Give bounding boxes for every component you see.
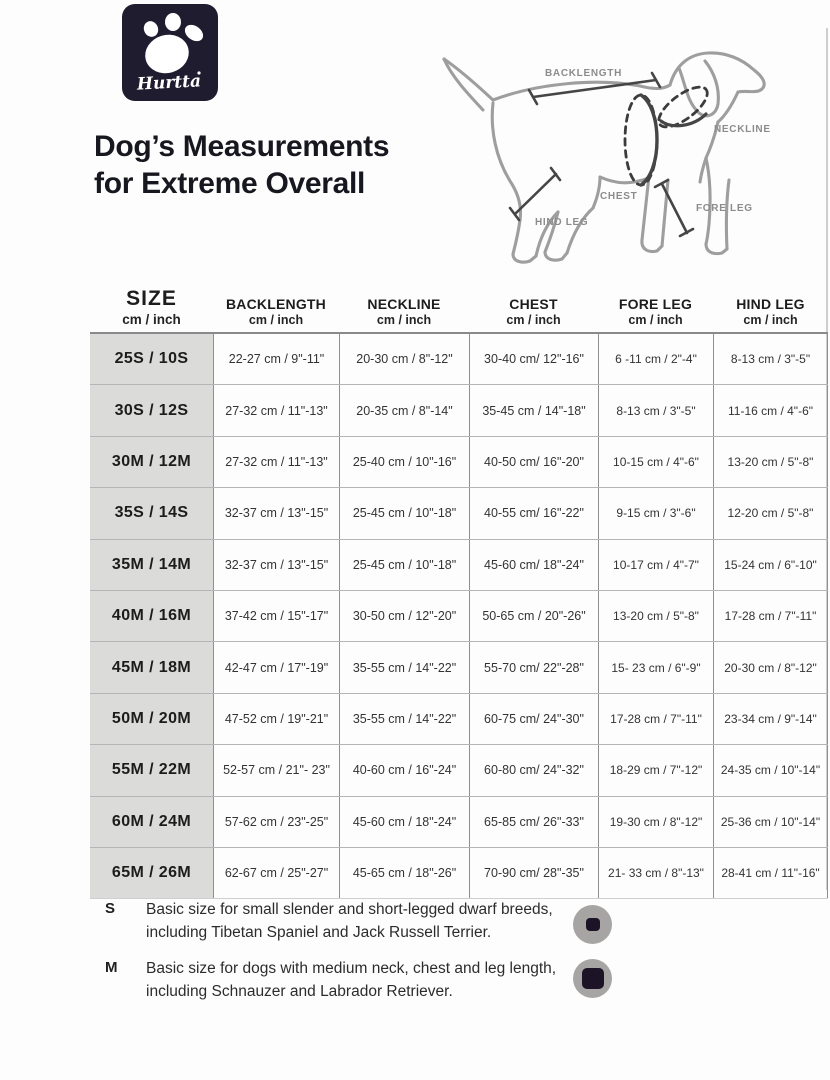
paw-logo-icon: [122, 4, 218, 101]
size-cell: 30M / 12M: [90, 437, 213, 487]
column-header-chest: CHEST cm / inch: [506, 296, 561, 327]
table-row: [90, 847, 828, 898]
hindleg-cell: 23-34 cm / 9"-14": [713, 694, 828, 744]
column-header-neckline: NECKLINE cm / inch: [367, 296, 441, 327]
table-row: [90, 693, 828, 744]
size-legend: [105, 898, 625, 1016]
foreleg-cell: 10-15 cm / 4"-6": [598, 437, 713, 487]
size-s-indicator-icon: [573, 905, 612, 944]
table-body: [90, 332, 828, 899]
neckline-cell: 20-30 cm / 8"-12": [339, 334, 469, 384]
size-m-indicator-icon: [573, 959, 612, 998]
backlength-cell: 32-37 cm / 13"-15": [213, 488, 339, 538]
backlength-cell: 47-52 cm / 19"-21": [213, 694, 339, 744]
foreleg-cell: 9-15 cm / 3"-6": [598, 488, 713, 538]
diagram-label-hindleg: HIND LEG: [535, 217, 589, 228]
title-line-2: for Extreme Overall: [94, 167, 366, 200]
chest-cell: 40-50 cm/ 16"-20": [469, 437, 598, 487]
note-size-s: [105, 898, 625, 944]
hindleg-cell: 8-13 cm / 3"-5": [713, 334, 828, 384]
diagram-label-foreleg: FORE LEG: [696, 203, 753, 214]
note-size-m: [105, 957, 625, 1003]
table-row: [90, 487, 828, 538]
neckline-cell: 40-60 cm / 16"-24": [339, 745, 469, 795]
backlength-cell: 27-32 cm / 11"-13": [213, 385, 339, 435]
title-line-1: Dog’s Measurements: [94, 130, 390, 163]
hindleg-cell: 13-20 cm / 5"-8": [713, 437, 828, 487]
table-row: [90, 590, 828, 641]
table-row: [90, 539, 828, 590]
foreleg-cell: 8-13 cm / 3"-5": [598, 385, 713, 435]
backlength-cell: 32-37 cm / 13"-15": [213, 540, 339, 590]
backlength-cell: 37-42 cm / 15"-17": [213, 591, 339, 641]
foreleg-arrow: [655, 180, 693, 236]
hindleg-cell: 11-16 cm / 4"-6": [713, 385, 828, 435]
foreleg-cell: 15- 23 cm / 6"-9": [598, 642, 713, 692]
note-text-m: Basic size for dogs with medium neck, chest and leg length, including Schnauzer and Labrador Retriever.: [146, 960, 557, 1000]
chest-girth-line: [625, 95, 657, 185]
table-row: [90, 436, 828, 487]
table-row: [90, 744, 828, 795]
chest-cell: 50-65 cm / 20"-26": [469, 591, 598, 641]
backlength-cell: 22-27 cm / 9"-11": [213, 334, 339, 384]
hindleg-cell: 25-36 cm / 10"-14": [713, 797, 828, 847]
table-row: [90, 384, 828, 435]
neckline-cell: 45-60 cm / 18"-24": [339, 797, 469, 847]
diagram-label-neckline: NECKLINE: [714, 124, 771, 135]
backlength-cell: 27-32 cm / 11"-13": [213, 437, 339, 487]
neckline-cell: 25-40 cm / 10"-16": [339, 437, 469, 487]
neckline-cell: 20-35 cm / 8"-14": [339, 385, 469, 435]
note-key-m: M: [105, 959, 118, 976]
size-cell: 60M / 24M: [90, 797, 213, 847]
size-cell: 30S / 12S: [90, 385, 213, 435]
foreleg-cell: 18-29 cm / 7"-12": [598, 745, 713, 795]
logo-wordmark: Hurtta: [136, 71, 202, 95]
chest-cell: 60-80 cm/ 24"-32": [469, 745, 598, 795]
table-row: [90, 641, 828, 692]
column-header-foreleg: FORE LEG cm / inch: [618, 296, 693, 327]
diagram-label-chest: CHEST: [600, 191, 638, 202]
hindleg-cell: 24-35 cm / 10"-14": [713, 745, 828, 795]
foreleg-cell: 21- 33 cm / 8"-13": [598, 848, 713, 898]
table-header-row: [90, 285, 828, 332]
neckline-cell: 35-55 cm / 14"-22": [339, 694, 469, 744]
foreleg-cell: 6 -11 cm / 2"-4": [598, 334, 713, 384]
hindleg-cell: 17-28 cm / 7"-11": [713, 591, 828, 641]
backlength-cell: 52-57 cm / 21"- 23": [213, 745, 339, 795]
page-title: [94, 128, 389, 202]
neckline-cell: 35-55 cm / 14"-22": [339, 642, 469, 692]
backlength-cell: 57-62 cm / 23"-25": [213, 797, 339, 847]
neckline-cell: 25-45 cm / 10"-18": [339, 540, 469, 590]
table-row: [90, 796, 828, 847]
size-cell: 55M / 22M: [90, 745, 213, 795]
chest-cell: 65-85 cm/ 26"-33": [469, 797, 598, 847]
hurtta-logo: [122, 4, 218, 101]
note-text-s: Basic size for small slender and short-legged dwarf breeds, including Tibetan Spaniel and Jack Russell Terrier.: [146, 901, 553, 941]
table-row: [90, 334, 828, 384]
size-cell: 35M / 14M: [90, 540, 213, 590]
diagram-label-backlength: BACKLENGTH: [545, 68, 622, 79]
chest-cell: 45-60 cm/ 18"-24": [469, 540, 598, 590]
chest-cell: 30-40 cm/ 12"-16": [469, 334, 598, 384]
hindleg-cell: 20-30 cm / 8"-12": [713, 642, 828, 692]
chest-cell: 40-55 cm/ 16"-22": [469, 488, 598, 538]
column-header-backlength: BACKLENGTH cm / inch: [226, 296, 326, 327]
size-cell: 25S / 10S: [90, 334, 213, 384]
neckline-cell: 30-50 cm / 12"-20": [339, 591, 469, 641]
hindleg-cell: 12-20 cm / 5"-8": [713, 488, 828, 538]
foreleg-cell: 10-17 cm / 4"-7": [598, 540, 713, 590]
hindleg-cell: 28-41 cm / 11"-16": [713, 848, 828, 898]
chest-cell: 55-70 cm/ 22"-28": [469, 642, 598, 692]
chest-cell: 35-45 cm / 14"-18": [469, 385, 598, 435]
size-cell: 50M / 20M: [90, 694, 213, 744]
foreleg-cell: 17-28 cm / 7"-11": [598, 694, 713, 744]
backlength-cell: 42-47 cm / 17"-19": [213, 642, 339, 692]
hindleg-cell: 15-24 cm / 6"-10": [713, 540, 828, 590]
column-header-size: SIZE cm / inch: [122, 287, 181, 327]
dog-measurement-diagram: [430, 28, 830, 283]
size-cell: 45M / 18M: [90, 642, 213, 692]
dog-outline-drawing: [444, 53, 764, 262]
size-cell: 65M / 26M: [90, 848, 213, 898]
foreleg-cell: 13-20 cm / 5"-8": [598, 591, 713, 641]
column-header-hindleg: HIND LEG cm / inch: [736, 296, 805, 327]
backlength-cell: 62-67 cm / 25"-27": [213, 848, 339, 898]
size-table: [90, 285, 828, 899]
chest-cell: 60-75 cm/ 24"-30": [469, 694, 598, 744]
neckline-cell: 25-45 cm / 10"-18": [339, 488, 469, 538]
size-cell: 40M / 16M: [90, 591, 213, 641]
neckline-cell: 45-65 cm / 18"-26": [339, 848, 469, 898]
chest-cell: 70-90 cm/ 28"-35": [469, 848, 598, 898]
note-key-s: S: [105, 900, 116, 917]
size-cell: 35S / 14S: [90, 488, 213, 538]
foreleg-cell: 19-30 cm / 8"-12": [598, 797, 713, 847]
